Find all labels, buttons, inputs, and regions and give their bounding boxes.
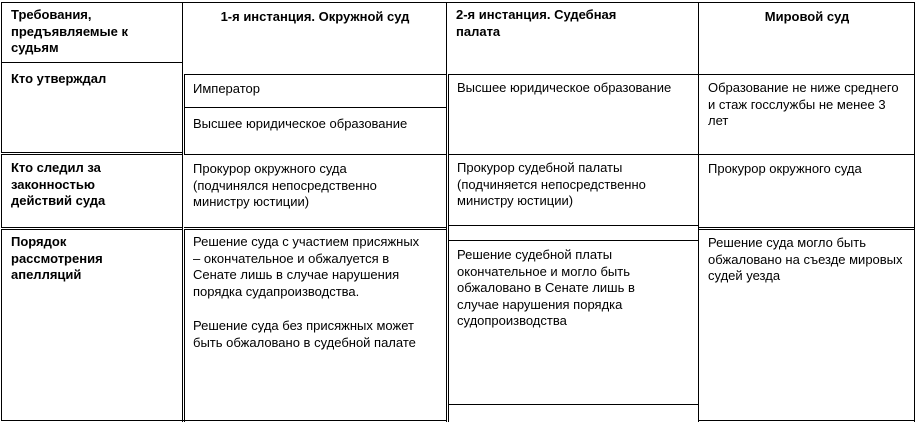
grid-line [184, 74, 185, 155]
grid-line [448, 404, 698, 405]
grid-line [1, 154, 2, 227]
header-magistrate-court: Мировой суд [764, 9, 850, 24]
cell-chamber-education: Высшее юридическое образование [457, 80, 672, 95]
grid-line [448, 74, 698, 75]
grid-line [446, 2, 698, 3]
cell-magistrate-prosecutor: Прокурор окружного суда [708, 161, 862, 176]
grid-line [1, 2, 182, 3]
grid-line [1, 152, 182, 153]
header-district-court: 1-я инстанция. Окружной суд [220, 9, 410, 24]
cell-magistrate-appeal: Решение суда могло быть обжаловано на съезде мировых судей уезда [708, 235, 903, 283]
grid-line [182, 420, 446, 421]
header-requirements: Требования, предъявляемые к судьям [11, 7, 128, 55]
grid-line [698, 74, 915, 75]
grid-line [914, 2, 915, 422]
grid-line [1, 227, 182, 228]
grid-line [184, 74, 446, 75]
grid-line [448, 225, 698, 226]
grid-line [698, 227, 915, 228]
cell-chamber-appeal: Решение судебной платы окончательное и могло быть обжаловано в Сенате лишь в случае нарушения порядка судопроизводства [457, 247, 635, 328]
grid-line [698, 2, 915, 3]
row-label-legality-oversight: Кто следил за законностью действий суда [11, 160, 106, 208]
grid-line [184, 229, 185, 422]
grid-line [446, 2, 447, 422]
grid-line [184, 229, 446, 230]
cell-district-prosecutor: Прокурор окружного суда (подчинялся непосредственно министру юстиции) [193, 161, 377, 209]
cell-magistrate-education: Образование не ниже среднего и стаж госслужбы не менее 3 лет [708, 80, 899, 128]
grid-line [448, 154, 698, 155]
cell-district-education: Высшее юридическое образование [193, 116, 408, 131]
grid-line [1, 154, 182, 155]
grid-line [1, 420, 182, 421]
grid-line [184, 107, 446, 108]
grid-line [182, 2, 446, 3]
grid-line [1, 229, 2, 421]
grid-line [1, 229, 182, 230]
header-judicial-chamber: 2-я инстанция. Судебная палата [456, 7, 617, 39]
grid-line [698, 229, 915, 230]
grid-line [1, 2, 2, 152]
grid-line [448, 240, 698, 241]
grid-line [1, 62, 182, 63]
grid-line [184, 227, 446, 228]
cell-chamber-prosecutor: Прокурор судебной палаты (подчиняется непосредственно министру юстиции) [457, 160, 646, 208]
grid-line [698, 2, 699, 422]
cell-district-appeal-no-jury: Решение суда без присяжных может быть обжаловано в судебной палате [193, 318, 416, 350]
grid-line [184, 154, 446, 155]
cell-district-approver: Император [193, 81, 260, 96]
grid-line [448, 74, 449, 422]
cell-district-appeal-jury: Решение суда с участием присяжных – окончательное и обжалуется в Сенате лишь в случае нарушения порядка судапроизводства. [193, 234, 420, 299]
grid-line [698, 420, 915, 421]
row-label-approved-by: Кто утверждал [11, 71, 107, 86]
grid-line [182, 2, 183, 422]
grid-line [698, 154, 915, 155]
row-label-appeals-procedure: Порядок рассмотрения апелляций [11, 234, 103, 282]
